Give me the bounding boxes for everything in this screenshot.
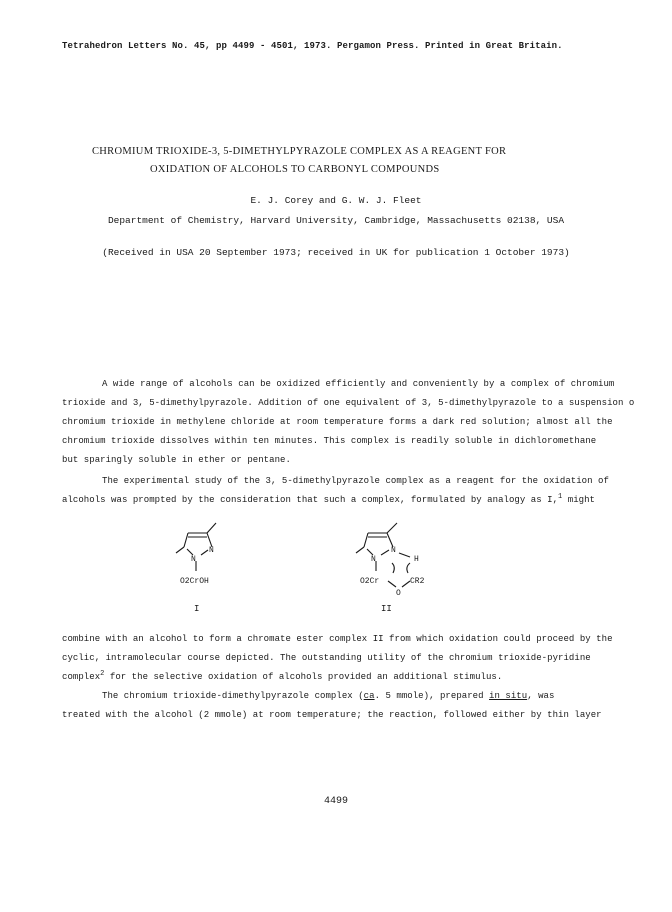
s1-substituent: O2CrOH bbox=[180, 577, 209, 586]
s2-h: H bbox=[414, 555, 419, 564]
para4-line1: The chromium trioxide-dimethylpyrazole complex (ca. 5 mmole), prepared in situ, was bbox=[102, 691, 555, 701]
received-dates: (Received in USA 20 September 1973; received in UK for publication 1 October 1973) bbox=[102, 247, 570, 258]
para1-line3: chromium trioxide in methylene chloride at room temperature forms a dark red solution; almost all the bbox=[62, 417, 613, 427]
para1-line1: A wide range of alcohols can be oxidized efficiently and conveniently by a complex of chromium bbox=[102, 379, 615, 389]
s1-n1: N bbox=[191, 555, 196, 564]
authors: E. J. Corey and G. W. J. Fleet bbox=[250, 195, 422, 206]
title-line-2: OXIDATION OF ALCOHOLS TO CARBONYL COMPOUNDS bbox=[150, 164, 440, 175]
structure-I-label: I bbox=[194, 604, 200, 614]
footnote-ref-1: 1 bbox=[558, 493, 563, 501]
para3-line3: complex$^2$ for the selective oxidation of alcohols provided an additional stimulus. bbox=[62, 670, 503, 682]
para1-line2: trioxide and 3, 5-dimethylpyrazole. Addition of one equivalent of 3, 5-dimethylpyrazole to a suspension o bbox=[62, 398, 635, 408]
para4-line2: treated with the alcohol (2 mmole) at room temperature; the reaction, followed either by thin layer bbox=[62, 710, 602, 720]
para2-line1: The experimental study of the 3, 5-dimethylpyrazole complex as a reagent for the oxidation of bbox=[102, 476, 609, 486]
para3-line2: cyclic, intramolecular course depicted. The outstanding utility of the chromium trioxide-pyridine bbox=[62, 653, 591, 663]
para2-line2: alcohols was prompted by the consideration that such a complex, formulated by analogy as I,$^1$ might bbox=[62, 493, 596, 505]
para1-line5: but sparingly soluble in ether or pentane. bbox=[62, 455, 291, 465]
affiliation: Department of Chemistry, Harvard University, Cambridge, Massachusetts 02138, USA bbox=[107, 215, 565, 226]
s2-cr: O2Cr bbox=[360, 577, 380, 586]
footnote-ref-2: 2 bbox=[100, 670, 105, 678]
s2-n1: N bbox=[371, 555, 376, 564]
title-line-1: CHROMIUM TRIOXIDE-3, 5-DIMETHYLPYRAZOLE COMPLEX AS A REAGENT FOR bbox=[92, 146, 507, 157]
journal-header: Tetrahedron Letters No. 45, pp 4499 - 4501, 1973. Pergamon Press. Printed in Great Britain. bbox=[62, 41, 563, 51]
page-number: 4499 bbox=[323, 796, 348, 807]
para3-line1: combine with an alcohol to form a chromate ester complex II from which oxidation could proceed by the bbox=[62, 634, 613, 644]
s2-n2: N bbox=[391, 546, 396, 555]
para1-line4: chromium trioxide dissolves within ten minutes. This complex is readily soluble in dichloromethane bbox=[62, 436, 597, 446]
structure-II-label: II bbox=[381, 604, 392, 614]
s1-n2: N bbox=[209, 546, 214, 555]
s2-cr2: CR2 bbox=[410, 577, 425, 586]
s2-o: O bbox=[396, 589, 401, 598]
chemical-structures bbox=[0, 515, 672, 615]
